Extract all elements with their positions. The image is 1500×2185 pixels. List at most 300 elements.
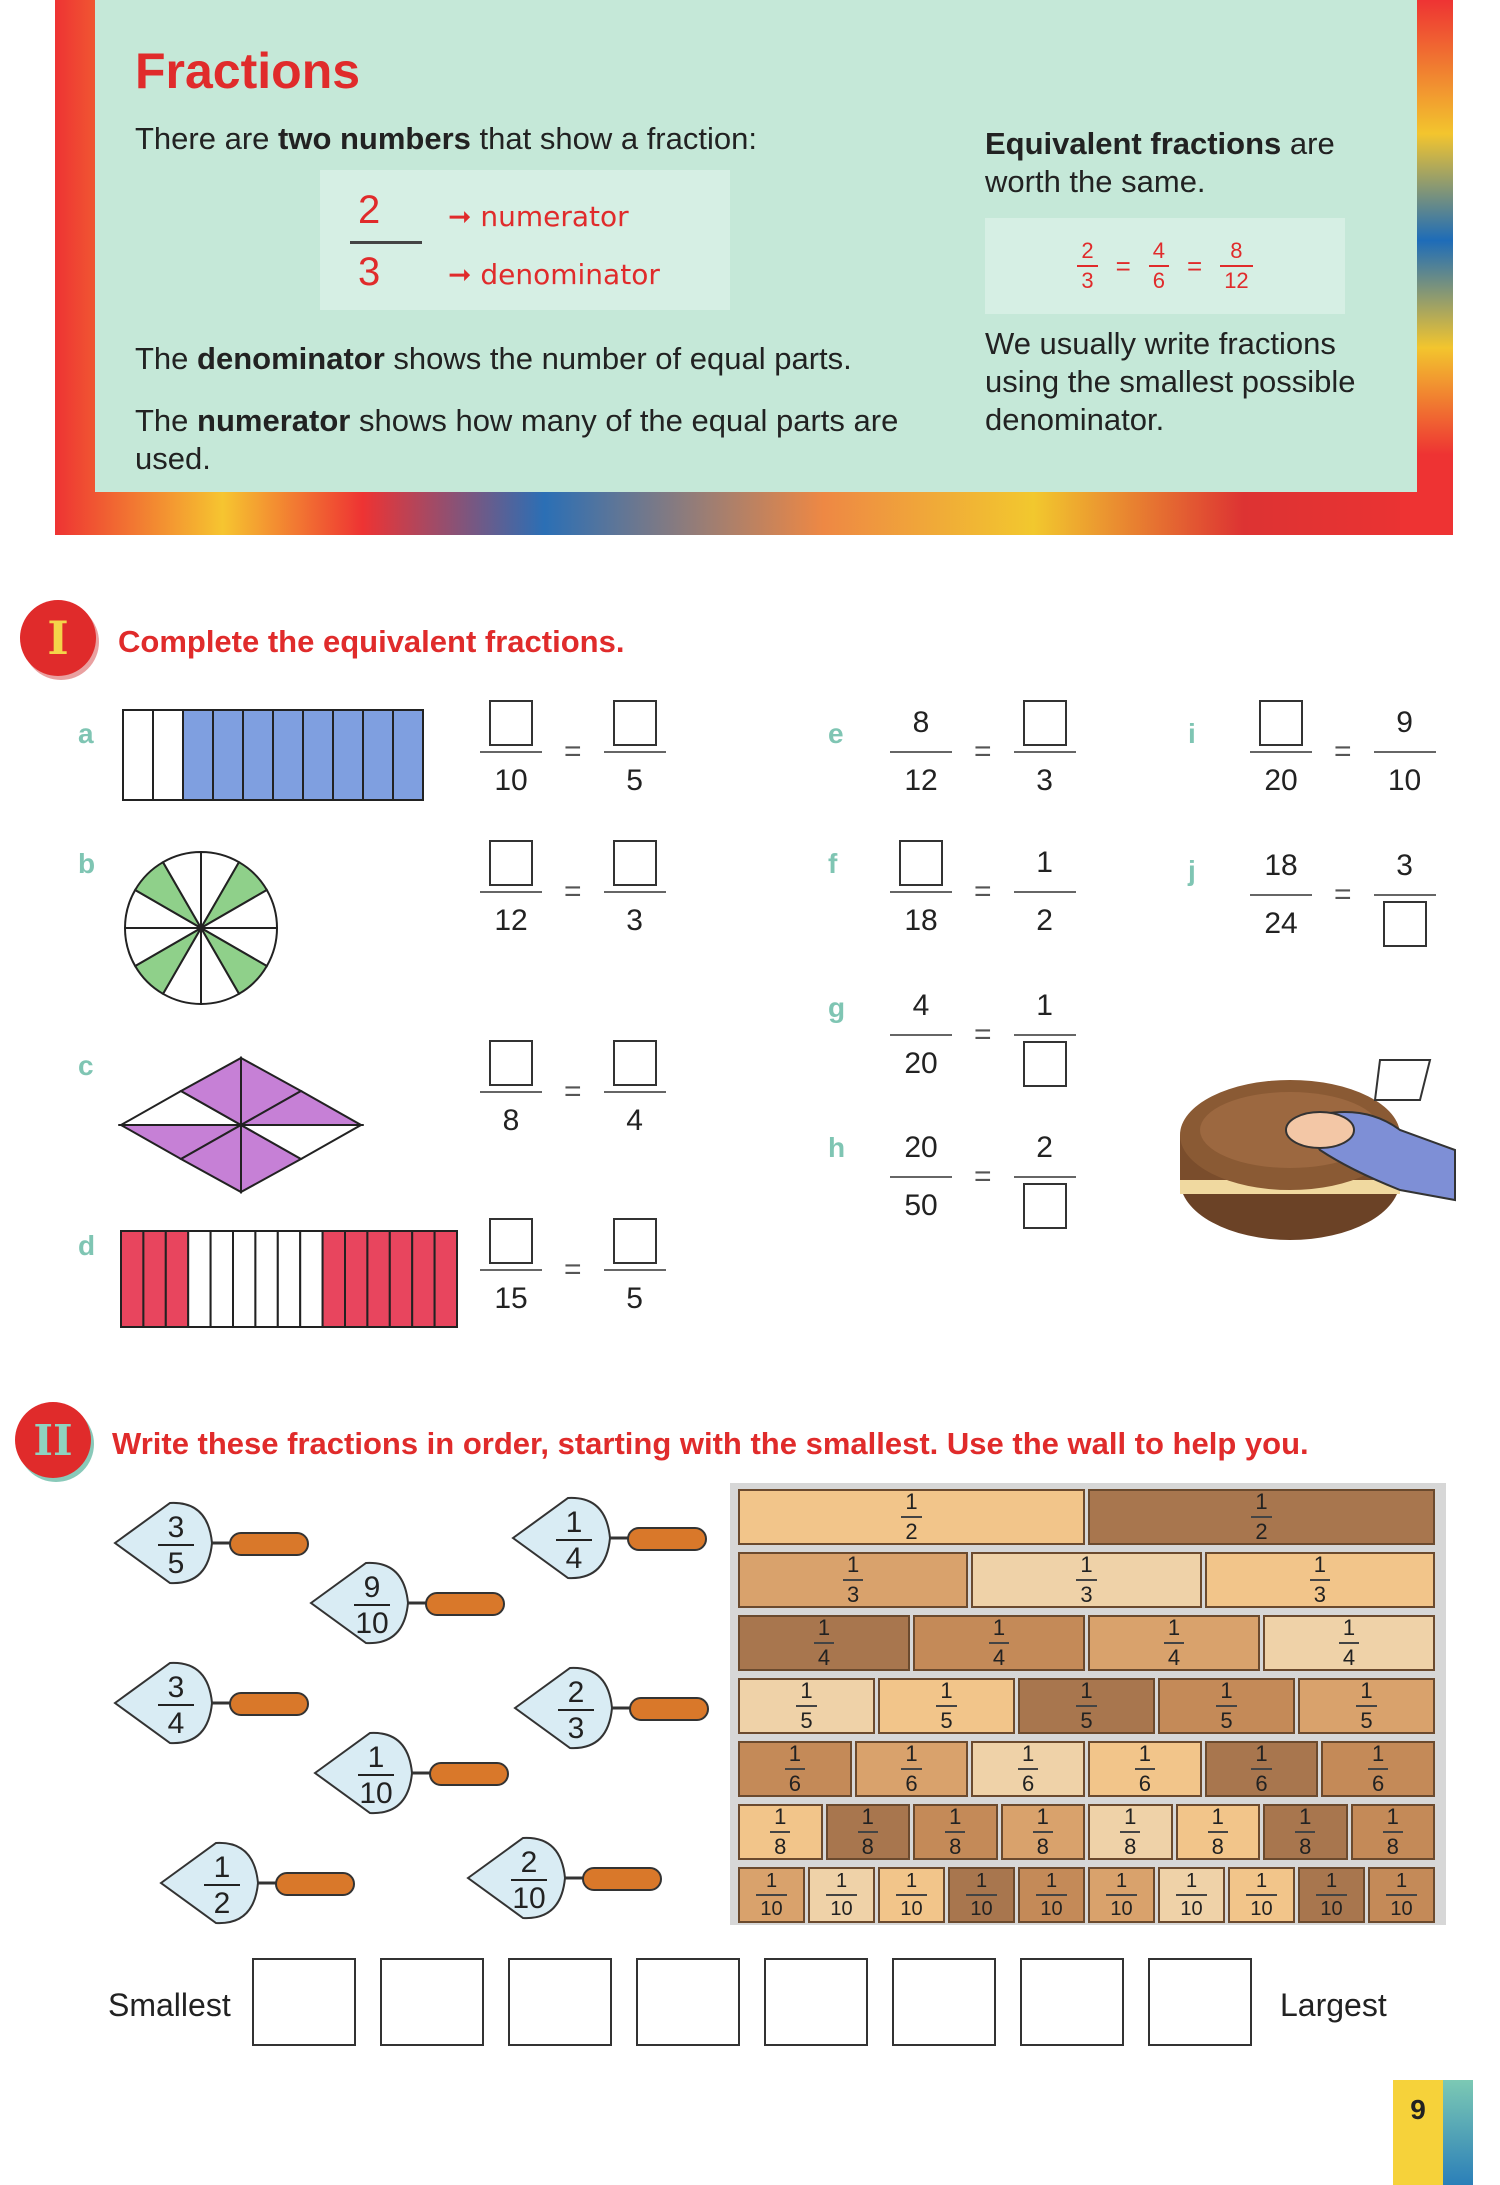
answer-box[interactable]: [613, 1040, 657, 1086]
bar-d-part: [233, 1231, 255, 1327]
numerator-slot: [1036, 1120, 1053, 1176]
brick-numerator: 1: [1395, 1870, 1408, 1892]
question-letter-h: h: [828, 1132, 846, 1163]
brick-numerator: 1: [1185, 1870, 1198, 1892]
trowel-blade: [115, 1663, 212, 1743]
denominator-value: 3: [1036, 764, 1053, 797]
brick-fraction: [1106, 1871, 1136, 1919]
brick-denominator: 8: [1208, 1831, 1228, 1858]
denominator-slot: [626, 893, 643, 949]
smallest-denominator-note: We usually write fractions using the smallest possible denominator.: [985, 326, 1356, 437]
bar-d-part: [367, 1231, 389, 1327]
denominator-slot: [1383, 896, 1427, 952]
answer-box[interactable]: [1023, 700, 1067, 746]
brick-fraction: [756, 1871, 786, 1919]
smallest-label: Smallest: [108, 1987, 231, 2023]
page-number-stripe: [1443, 2080, 1473, 2185]
brick-denominator: 10: [1316, 1894, 1346, 1919]
numerator-slot: [899, 835, 943, 891]
denominator-slot: [904, 753, 937, 809]
brick-denominator: 10: [1386, 1894, 1416, 1919]
order-answer-box[interactable]: [508, 1958, 612, 2046]
denominator-slot: [1036, 753, 1053, 809]
brick-fraction: [826, 1871, 856, 1919]
equation-f: [890, 835, 1076, 949]
brick-fraction: [1368, 1743, 1388, 1795]
brick-fraction: [1176, 1871, 1206, 1919]
denominator-slot: [904, 893, 937, 949]
trowel-fraction-card[interactable]: [308, 1555, 508, 1651]
bar-a-part: [183, 710, 213, 800]
denominator-slot: [1036, 893, 1053, 949]
wall-brick: [1205, 1741, 1319, 1797]
wall-brick: [1001, 1804, 1086, 1860]
equation-d: [480, 1213, 666, 1327]
wall-brick: [971, 1552, 1201, 1608]
brick-numerator: 1: [1080, 1552, 1093, 1577]
fraction-numerator: 8: [1230, 238, 1243, 263]
brick-fraction: [1246, 1871, 1276, 1919]
brick-fraction: [843, 1554, 863, 1606]
numerator-slot: [489, 835, 533, 891]
fraction-left: [890, 835, 952, 949]
wall-brick: [738, 1804, 823, 1860]
brick-denominator: 8: [1120, 1831, 1140, 1858]
bar-d-part: [412, 1231, 434, 1327]
wall-brick: [1088, 1867, 1155, 1923]
wall-brick: [1205, 1552, 1435, 1608]
bar-d-part: [255, 1231, 277, 1327]
bar-a-part: [303, 710, 333, 800]
numerator-value: 2: [1036, 1131, 1053, 1164]
answer-box[interactable]: [613, 1218, 657, 1264]
fraction-left: [480, 835, 542, 949]
order-answer-box[interactable]: [892, 1958, 996, 2046]
answer-box[interactable]: [489, 840, 533, 886]
brick-denominator: 8: [1295, 1831, 1315, 1858]
brick-fraction: [1036, 1871, 1066, 1919]
denominator-value: 8: [502, 1104, 520, 1137]
brick-denominator: 10: [896, 1894, 926, 1919]
brick-numerator: 1: [1360, 1678, 1373, 1703]
fraction-left: [480, 695, 542, 809]
trowel-denominator: 5: [167, 1547, 185, 1580]
wall-brick: [738, 1741, 852, 1797]
shape-c-rhombus: [118, 1055, 364, 1195]
fraction-denominator: 6: [1149, 265, 1169, 292]
fraction-denominator: 3: [1077, 265, 1097, 292]
brick-numerator: 1: [905, 1870, 918, 1892]
wall-brick: [948, 1867, 1015, 1923]
trowel-handle: [230, 1693, 308, 1715]
numerator-slot: [489, 1213, 533, 1269]
shape-b-circle: [118, 845, 284, 1011]
numerator-definition: The numerator shows how many of the equal parts are used.: [135, 403, 899, 476]
order-answer-box[interactable]: [252, 1958, 356, 2046]
brick-fraction: [1164, 1617, 1184, 1669]
fraction-left: [890, 1120, 952, 1234]
brick-numerator: 1: [1045, 1870, 1058, 1892]
bar-d-part: [345, 1231, 367, 1327]
numerator-slot: [1396, 695, 1413, 751]
brick-denominator: 5: [936, 1705, 956, 1732]
trowel-numerator: 2: [520, 1846, 538, 1879]
denominator-slot: [494, 753, 527, 809]
brick-denominator: 4: [989, 1642, 1009, 1669]
numerator-denominator-example: [320, 170, 730, 310]
brick-numerator: 1: [940, 1678, 953, 1703]
numerator-value: 20: [904, 1131, 938, 1164]
wall-brick: [808, 1867, 875, 1923]
trowel-denominator: 4: [565, 1542, 583, 1575]
brick-fraction: [1295, 1806, 1315, 1858]
question-letter-a: a: [78, 718, 94, 749]
bar-d-part: [211, 1231, 233, 1327]
brick-denominator: 10: [756, 1894, 786, 1919]
brick-numerator: 1: [1313, 1552, 1326, 1577]
equation-g: [890, 978, 1076, 1092]
bar-a-part: [243, 710, 273, 800]
numerator-slot: [1036, 835, 1053, 891]
equation-j: [1250, 838, 1436, 952]
equivalent-definition: Equivalent fractions are worth the same.: [985, 126, 1335, 199]
brick-numerator: 1: [1386, 1804, 1399, 1829]
numerator-slot: [913, 695, 930, 751]
order-answer-box[interactable]: [1020, 1958, 1124, 2046]
trowel-numerator: 1: [367, 1741, 385, 1774]
trowel-denominator: 10: [355, 1607, 389, 1640]
numerator-value: 8: [912, 706, 930, 739]
brick-denominator: 8: [945, 1831, 965, 1858]
brick-denominator: 10: [1176, 1894, 1206, 1919]
brick-denominator: 10: [1106, 1894, 1136, 1919]
trowel-fraction-card[interactable]: [465, 1830, 665, 1926]
equivalent-fraction: [1149, 240, 1169, 292]
trowel-handle: [230, 1533, 308, 1555]
brick-numerator: 1: [992, 1615, 1006, 1640]
brick-fraction: [901, 1491, 921, 1543]
numerator-slot: [613, 835, 657, 891]
fraction-right: [604, 1035, 666, 1149]
denominator-value: 24: [1264, 907, 1298, 940]
fraction-right: [1014, 835, 1076, 949]
denominator-slot: [904, 1036, 937, 1092]
brick-numerator: 1: [1372, 1741, 1385, 1766]
bar-a-part: [213, 710, 243, 800]
trowel-handle: [630, 1698, 708, 1720]
intro-text: There are two numbers that show a fraction:: [135, 121, 757, 156]
brick-fraction: [896, 1871, 926, 1919]
fraction-left: [480, 1035, 542, 1149]
denominator-value: 3: [626, 904, 643, 937]
brick-denominator: 10: [1036, 1894, 1066, 1919]
trowel-numerator: 2: [567, 1676, 585, 1709]
trowel-denominator: 10: [359, 1777, 393, 1810]
denominator-value: 20: [1264, 764, 1298, 797]
section-2-instruction: Write these fractions in order, starting with the smallest. Use the wall to help you.: [112, 1426, 1309, 1461]
wall-brick: [1176, 1804, 1261, 1860]
denominator-value: 12: [494, 904, 528, 937]
trowel-fraction-card[interactable]: [112, 1495, 312, 1591]
fraction-denominator: 12: [1220, 265, 1252, 292]
brick-denominator: 5: [1356, 1705, 1376, 1732]
question-letter-j: j: [1188, 855, 1196, 886]
denominator-slot: [503, 1093, 520, 1149]
brick-fraction: [1339, 1617, 1359, 1669]
trowel-blade: [513, 1498, 610, 1578]
numerator-slot: [489, 1035, 533, 1091]
brick-fraction: [1251, 1491, 1271, 1543]
brick-denominator: 8: [770, 1831, 790, 1858]
equals-sign: =: [974, 1160, 992, 1193]
largest-label: Largest: [1280, 1987, 1387, 2023]
brick-numerator: 1: [1255, 1489, 1268, 1514]
brick-numerator: 1: [1325, 1870, 1338, 1892]
numerator-value: 18: [1264, 849, 1298, 882]
equals-sign: =: [1334, 735, 1352, 768]
brick-fraction: [1386, 1871, 1416, 1919]
bar-d-part: [435, 1231, 457, 1327]
brick-numerator: 1: [788, 1741, 801, 1766]
trowel-fraction-card[interactable]: [512, 1660, 712, 1756]
trowel-denominator: 3: [567, 1712, 585, 1745]
wall-brick: [1158, 1678, 1295, 1734]
trowel-numerator: 3: [167, 1671, 185, 1704]
brick-numerator: 1: [1080, 1678, 1093, 1703]
fraction-right: [1374, 838, 1436, 952]
brick-denominator: 2: [1251, 1516, 1271, 1543]
brick-fraction: [901, 1743, 921, 1795]
bar-d-part: [188, 1231, 210, 1327]
fraction-wall: [730, 1483, 1446, 1925]
brick-numerator: 1: [1220, 1678, 1233, 1703]
denominator-value: 2: [1036, 904, 1053, 937]
wall-brick: [913, 1615, 1085, 1671]
page-title: Fractions: [135, 43, 361, 99]
answer-box[interactable]: [1023, 1183, 1067, 1229]
bar-a-part: [363, 710, 393, 800]
brick-denominator: 5: [796, 1705, 816, 1732]
bar-d-part: [300, 1231, 322, 1327]
question-letter-e: e: [828, 718, 844, 749]
brick-numerator: 1: [905, 1741, 918, 1766]
order-answer-box[interactable]: [764, 1958, 868, 2046]
wall-brick: [738, 1552, 968, 1608]
numerator-slot: [613, 695, 657, 751]
brick-numerator: 1: [765, 1870, 778, 1892]
fraction-left: [890, 978, 952, 1092]
brick-denominator: 6: [901, 1768, 921, 1795]
wall-brick: [1088, 1615, 1260, 1671]
numerator-slot: [1036, 978, 1053, 1034]
brick-fraction: [1076, 1554, 1096, 1606]
equation-c: [480, 1035, 666, 1149]
bar-d-part: [323, 1231, 345, 1327]
numerator-value: 1: [1036, 846, 1053, 879]
wall-brick: [878, 1867, 945, 1923]
wall-brick: [1018, 1678, 1155, 1734]
brick-numerator: 1: [1036, 1804, 1049, 1829]
brick-numerator: 1: [835, 1870, 848, 1892]
trowel-handle: [430, 1763, 508, 1785]
brick-numerator: 1: [975, 1870, 988, 1892]
wall-brick: [1088, 1804, 1173, 1860]
brick-numerator: 1: [1342, 1615, 1356, 1640]
brick-numerator: 1: [800, 1678, 813, 1703]
equation-a: [480, 695, 666, 809]
wall-brick: [971, 1741, 1085, 1797]
question-letter-d: d: [78, 1230, 96, 1261]
equals-sign: =: [1187, 250, 1203, 281]
brick-fraction: [1033, 1806, 1053, 1858]
answer-box[interactable]: [899, 840, 943, 886]
denominator-slot: [1264, 896, 1297, 952]
equation-i: [1250, 695, 1436, 809]
trowel-fraction-card[interactable]: [510, 1490, 710, 1586]
fraction-left: [480, 1213, 542, 1327]
wall-brick: [878, 1678, 1015, 1734]
numerator-label: ➞ numerator: [448, 200, 629, 233]
trowel-handle: [583, 1868, 661, 1890]
question-letter-c: c: [78, 1050, 94, 1081]
trowel-denominator: 4: [167, 1707, 185, 1740]
fraction-right: [604, 1213, 666, 1327]
brick-denominator: 3: [1310, 1579, 1330, 1606]
numerator-slot: [1023, 695, 1067, 751]
numerator-value: 9: [1396, 706, 1413, 739]
bar-d-part: [143, 1231, 165, 1327]
fraction-right: [604, 695, 666, 809]
denominator-value: 50: [904, 1189, 938, 1222]
fraction-right: [1374, 695, 1436, 809]
equation-h: [890, 1120, 1076, 1234]
wall-brick: [1228, 1867, 1295, 1923]
brick-denominator: 5: [1076, 1705, 1096, 1732]
answer-box[interactable]: [1383, 901, 1427, 947]
denominator-slot: [1023, 1178, 1067, 1234]
denominator-value: 5: [626, 764, 643, 797]
brick-fraction: [1251, 1743, 1271, 1795]
brick-fraction: [1135, 1743, 1155, 1795]
order-answer-box[interactable]: [636, 1958, 740, 2046]
brick-fraction: [814, 1617, 834, 1669]
brick-denominator: 10: [1246, 1894, 1276, 1919]
answer-box[interactable]: [613, 700, 657, 746]
denominator-slot: [1023, 1036, 1067, 1092]
wall-brick: [1351, 1804, 1436, 1860]
numerator-slot: [904, 1120, 937, 1176]
wall-brick: [1321, 1741, 1435, 1797]
numerator-slot: [1259, 695, 1303, 751]
brick-denominator: 4: [814, 1642, 834, 1669]
trowel-fraction-card[interactable]: [112, 1655, 312, 1751]
fraction-left: [1250, 695, 1312, 809]
brick-fraction: [1018, 1743, 1038, 1795]
brick-numerator: 1: [1138, 1741, 1151, 1766]
answer-box[interactable]: [1023, 1041, 1067, 1087]
answer-box[interactable]: [489, 1040, 533, 1086]
equals-sign: =: [564, 735, 582, 768]
fraction-right: [1014, 978, 1076, 1092]
brick-fraction: [1310, 1554, 1330, 1606]
brick-numerator: 1: [1255, 1870, 1268, 1892]
fraction-left: [890, 695, 952, 809]
example-fraction-bar: [350, 241, 422, 244]
trowel-blade: [115, 1503, 212, 1583]
trowel-handle: [426, 1593, 504, 1615]
brick-numerator: 1: [774, 1804, 787, 1829]
answer-box[interactable]: [489, 1218, 533, 1264]
denominator-value: 20: [904, 1047, 938, 1080]
equivalent-fraction: [1077, 240, 1097, 292]
brick-denominator: 3: [1076, 1579, 1096, 1606]
order-answer-box[interactable]: [1148, 1958, 1252, 2046]
wall-brick: [1368, 1867, 1435, 1923]
denominator-slot: [626, 1093, 643, 1149]
example-numerator: 2: [358, 188, 381, 232]
numerator-slot: [613, 1035, 657, 1091]
brick-denominator: 2: [901, 1516, 921, 1543]
denominator-slot: [626, 753, 643, 809]
denominator-value: 10: [494, 764, 528, 797]
brick-fraction: [989, 1617, 1009, 1669]
denominator-value: 15: [494, 1282, 528, 1315]
brick-numerator: 1: [1115, 1870, 1128, 1892]
bar-a-part: [393, 710, 423, 800]
trowel-handle: [276, 1873, 354, 1895]
brick-fraction: [1208, 1806, 1228, 1858]
fraction-right: [604, 835, 666, 949]
trowel-blade: [161, 1843, 258, 1923]
brick-numerator: 1: [1124, 1804, 1137, 1829]
brick-fraction: [1316, 1871, 1346, 1919]
brick-fraction: [966, 1871, 996, 1919]
denominator-slot: [626, 1271, 643, 1327]
trowel-fraction-card[interactable]: [158, 1835, 358, 1931]
equivalent-fraction: [1220, 240, 1252, 292]
equals-sign: =: [974, 875, 992, 908]
bar-a-part: [153, 710, 183, 800]
fraction-right: [1014, 1120, 1076, 1234]
brick-numerator: 1: [861, 1804, 874, 1829]
trowel-fraction-card[interactable]: [312, 1725, 512, 1821]
shape-a-bar: [118, 705, 428, 805]
arrow-right-icon: ➞: [448, 200, 472, 233]
numerator-slot: [1264, 838, 1297, 894]
answer-box[interactable]: [613, 840, 657, 886]
numerator-slot: [613, 1213, 657, 1269]
brick-denominator: 6: [785, 1768, 805, 1795]
denominator-slot: [494, 1271, 527, 1327]
question-letter-f: f: [828, 848, 838, 879]
answer-box[interactable]: [489, 700, 533, 746]
brick-numerator: 1: [1167, 1615, 1181, 1640]
equals-sign: =: [564, 875, 582, 908]
answer-box[interactable]: [1259, 700, 1303, 746]
brick-numerator: 1: [1255, 1741, 1268, 1766]
brick-fraction: [1216, 1680, 1236, 1732]
brick-fraction: [945, 1806, 965, 1858]
order-answer-box[interactable]: [380, 1958, 484, 2046]
equals-sign: =: [564, 1253, 582, 1286]
equals-sign: =: [974, 735, 992, 768]
brick-denominator: 4: [1339, 1642, 1359, 1669]
brick-numerator: 1: [1211, 1804, 1224, 1829]
question-letter-i: i: [1188, 718, 1196, 749]
denominator-value: 5: [626, 1282, 643, 1315]
brick-denominator: 6: [1018, 1768, 1038, 1795]
equivalent-example: [985, 218, 1345, 314]
